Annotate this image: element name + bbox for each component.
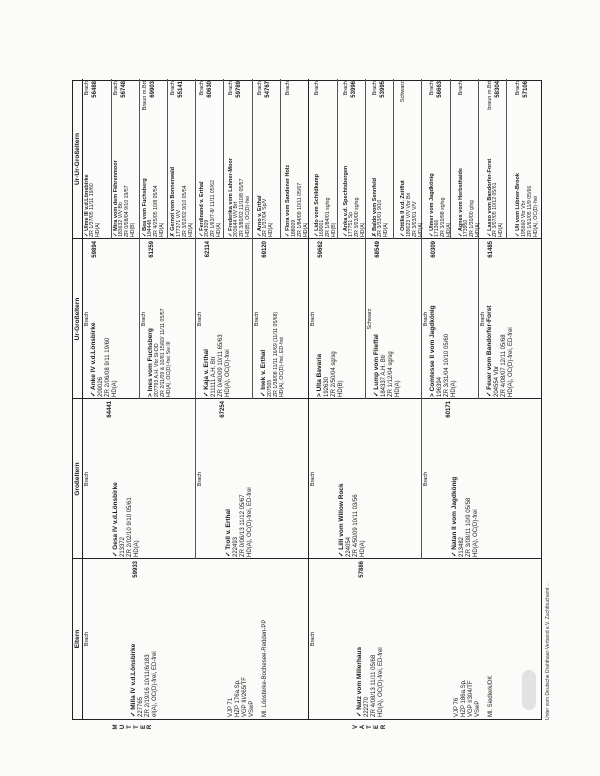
- grandparent-cell: [309, 399, 421, 559]
- grandparent-line: HD(A): [133, 540, 140, 557]
- father-bottom-line: Ml. Siedlerk/DK: [488, 675, 495, 717]
- great-great-grandparent-line: 203644 V/V Brt: [233, 201, 240, 237]
- great-grandparent-line: HD(A), OC(D)-frei, ED-frei: [278, 336, 285, 397]
- grandparent-name: ✓ Troll v. Erthal: [225, 509, 233, 557]
- father-number: 57886: [359, 561, 365, 578]
- great-grandparent-cell: [83, 239, 139, 399]
- vater-label: [353, 721, 387, 733]
- great-great-grandparent-number: 69903: [149, 81, 156, 98]
- great-grandparent-number: 61485: [488, 241, 494, 258]
- great-great-grandparent-color: Brach: [285, 81, 292, 96]
- great-great-grandparent-name: ✓ Agnes vom Herbsthaide: [457, 168, 464, 237]
- great-grandparent-cell: [422, 239, 478, 399]
- side-letter: U: [119, 724, 126, 730]
- father-line: 222270: [363, 696, 370, 717]
- father-name: ✓ Natz vom Millerhaus: [356, 646, 364, 717]
- great-great-grandparent-number: 56488: [92, 81, 98, 98]
- great-great-grandparent-number: 53996: [350, 81, 357, 98]
- great-grandparent-color: Brach: [310, 311, 316, 327]
- great-great-grandparent-line: 177751 Sp: [348, 211, 355, 237]
- father-line: ZR 4/08/13 11/11 05/68: [370, 654, 377, 717]
- grandparent-number: 64441: [107, 401, 113, 418]
- great-great-grandparent-line: 183632 V/V Bb: [118, 202, 125, 237]
- grandparent-color: Brach: [197, 471, 203, 487]
- great-great-grandparent-line: ZR 1/84/09 10/11 05/67: [296, 182, 303, 237]
- great-great-grandparent-cell: [83, 79, 112, 239]
- great-great-grandparent-color: Brach: [199, 81, 205, 96]
- great-grandparent-line: ZR 2/11/09 & 10/81 15/60/ 11/11 05/57: [159, 308, 166, 397]
- great-great-grandparent-line: ZR 1/61/05 11/9 05/66: [526, 185, 533, 237]
- great-grandparent-name: ✓ Feuer vom Bandorfer-Forst: [486, 305, 494, 397]
- mother-line: el(A), OC(D)-frei, ED-frei: [151, 651, 158, 717]
- great-great-grandparent-line: ZR 1/63/7-8/ 11/11 05/62: [210, 180, 217, 237]
- great-great-grandparent-cell: [198, 79, 227, 239]
- great-great-grandparent-cell: [227, 79, 256, 239]
- great-great-grandparent-name: ✓ Ulmer vom Jagdkönig: [429, 173, 435, 237]
- great-grandparent-line: ZR 2/06/08 9/11 19/60: [104, 337, 111, 397]
- great-great-grandparent-line: ZR 3/03/00 sg/sg: [354, 197, 361, 237]
- great-great-grandparent-line: ZR 3/02/02 9/10 05/54: [181, 185, 188, 237]
- great-grandparent-line: 207505: [266, 379, 273, 397]
- great-great-grandparent-line: HD(A): [417, 222, 424, 237]
- great-grandparent-line: HD(B): [337, 380, 344, 397]
- great-great-grandparent-line: 195660 Vbr Vbr: [520, 200, 527, 237]
- great-grandparent-line: 209026: [97, 376, 104, 397]
- grandparent-number: 67254: [220, 401, 226, 418]
- great-great-grandparent-line: ZR 3/80/02 11/10/8 05/57: [239, 178, 246, 237]
- great-great-grandparent-name: ✓ Lasso vom Bandorfer-Forst: [486, 158, 493, 237]
- grandparent-color: Brach: [84, 471, 90, 487]
- mother-color: Brach: [84, 631, 90, 647]
- mother-name: ✓ Milla IV v.d.Lönsbirke: [130, 643, 138, 717]
- great-grandparent-name: ✓ Kaja v. Erthal: [203, 349, 211, 397]
- footer-text: Unter vom Deutsche Drahthaar-Verband e.V. Zuchtbuchamt ...: [545, 582, 551, 720]
- great-grandparent-line: ZR 2/50/04 sg/sg: [330, 351, 337, 397]
- great-great-grandparent-number: 53995: [379, 81, 386, 98]
- great-great-grandparent-line: 171366: [434, 219, 441, 237]
- grandparent-cell: [422, 399, 543, 559]
- side-letter: R: [147, 724, 154, 730]
- great-great-grandparent-cell: [428, 79, 457, 239]
- great-grandparent-line: ZR 4/08/07 12/11 05/68: [500, 334, 507, 397]
- mother-line: ZR 2/19/16 10/11/6/183: [144, 654, 151, 717]
- great-great-grandparent-line: ZR 1/37/05 11/11 19/60: [89, 183, 96, 237]
- great-great-grandparent-color: Brach: [429, 81, 435, 96]
- great-great-grandparent-name: ✓ Ottilia II v.d. Zeitflut: [400, 180, 407, 237]
- great-grandparent-cell: [479, 239, 543, 399]
- great-great-grandparent-line: ZR 3/07/05 10/12 05/61: [491, 182, 498, 237]
- side-letter: A: [359, 724, 366, 730]
- great-great-grandparent-line: HD(A): [216, 222, 223, 237]
- great-great-grandparent-color: Brach: [112, 81, 119, 96]
- great-great-grandparent-cell: [514, 79, 543, 239]
- great-great-grandparent-color: Braun m.Brt: [141, 81, 148, 111]
- great-great-grandparent-cell: [342, 79, 371, 239]
- header-urgrosseltern: Ur-Großeltern: [73, 239, 83, 399]
- great-grandparent-line: 196394: [436, 376, 443, 397]
- great-grandparent-line: ZR 1/38/08 11/11 16/69 (11/11 05/68): [272, 311, 279, 397]
- mother-bottom-line: HZP 176a.Sp.: [235, 679, 242, 717]
- great-great-grandparent-cell: [313, 79, 342, 239]
- great-great-grandparent-number: 57106: [523, 81, 530, 98]
- father-bottom-line: VGP I/304/TF: [468, 680, 475, 717]
- great-great-grandparent-name: ✓ Lido vom Schildkamp: [314, 174, 320, 237]
- great-grandparent-name: ✓ Anke IV v.d.Lönsbirke: [90, 322, 98, 397]
- grandparent-cell: [83, 399, 195, 559]
- great-grandparent-color: Brach: [480, 311, 486, 327]
- grandparent-number: 60171: [446, 401, 452, 418]
- grandparent-name: ✓ Gesa IV v.d.Lönsbirke: [112, 482, 120, 557]
- great-grandparent-color: Brach: [141, 311, 147, 327]
- great-great-grandparent-cell: [112, 79, 141, 239]
- great-great-grandparent-line: ZR 0/08/04 9/10 19/57: [124, 185, 131, 237]
- great-great-grandparent-line: 173950: [463, 219, 470, 237]
- side-letter: M: [113, 724, 119, 730]
- great-great-grandparent-color: Brach: [84, 81, 90, 96]
- great-great-grandparent-line: HD(A): [187, 222, 194, 237]
- great-great-grandparent-number: 56748: [120, 81, 127, 98]
- grandparent-line: HD(A), OC(D)-frei, ED-frei: [246, 487, 253, 557]
- mother-number: 59933: [133, 561, 139, 578]
- great-grandparent-color: Brach: [254, 311, 260, 327]
- great-great-grandparent-cell: [169, 79, 198, 239]
- side-letter: E: [373, 725, 380, 730]
- great-great-grandparent-line: 177371 V/V: [175, 209, 182, 237]
- father-cell: [309, 559, 543, 719]
- header-ururgrosseltern: Ur-Ur-Großeltern: [73, 79, 83, 239]
- great-great-grandparent-name: ✓ Arno v. Erthal: [256, 195, 263, 237]
- great-great-grandparent-name: ✓ Ulme III v.d.Lönsbirke: [84, 174, 90, 237]
- great-grandparent-name: > Comtesse II vom Jagdkönig: [429, 305, 437, 397]
- great-great-grandparent-name: ✗ Baldo vom Sennfeld: [371, 177, 378, 237]
- great-great-grandparent-number: 58304: [494, 81, 501, 98]
- handwritten-mark: [522, 670, 536, 710]
- great-grandparent-number: 60309: [431, 241, 437, 258]
- grandparent-line: 224054: [345, 536, 352, 557]
- great-great-grandparent-number: 55141: [178, 81, 185, 98]
- great-great-grandparent-color: Brach: [515, 81, 522, 96]
- great-great-grandparent-name: ✓ Anka v.d. Spechtsbergen: [342, 165, 349, 237]
- great-great-grandparent-name: ✗ Gernot vom Bonnerwald: [170, 166, 177, 237]
- great-grandparent-color: Brach: [423, 311, 429, 327]
- grandparent-cell: [196, 399, 308, 559]
- great-great-grandparent-line: ZR 1/84/01 sg/sg: [325, 197, 332, 237]
- great-great-grandparent-line: HD(B): [130, 222, 136, 237]
- grandparent-line: ZR 0/06/13 11/12 05/67: [239, 494, 246, 557]
- great-grandparent-line: HD(A), OC(D)-frei Sw III: [165, 341, 172, 397]
- great-great-grandparent-number: 60630: [207, 81, 213, 98]
- great-grandparent-number: 59894: [92, 241, 98, 258]
- pedigree-table: [72, 80, 542, 730]
- grandparent-line: 213482: [458, 536, 465, 557]
- great-great-grandparent-name: ✓ Flora vom Sandener Holz: [285, 164, 292, 237]
- great-great-grandparent-line: HD(A): [446, 222, 453, 237]
- great-great-grandparent-cell: [284, 79, 313, 239]
- great-grandparent-line: 192630: [323, 376, 330, 397]
- great-grandparent-line: ZR 1/12/04 sg/sg: [387, 351, 394, 397]
- mutter-label: [113, 721, 154, 733]
- side-letter: E: [140, 725, 147, 730]
- great-grandparent-line: HD(A), OC(D)-frei: [224, 349, 231, 397]
- great-great-grandparent-color: Brach: [256, 81, 263, 96]
- father-color: Brach: [310, 631, 316, 647]
- grandparent-color: Brach: [310, 471, 316, 487]
- great-grandparent-number: 69120: [262, 241, 268, 258]
- great-great-grandparent-name: ✓ Frederika vom Lahner-Moor: [227, 158, 234, 237]
- great-great-grandparent-cell: [141, 79, 170, 239]
- father-bottom-line: VJP 76: [454, 697, 461, 717]
- great-great-grandparent-line: 204309: [204, 219, 211, 237]
- mother-bottom-line: VGP III/265/TF: [242, 677, 249, 717]
- great-grandparent-line: 184337 A.H. Btr: [380, 354, 387, 397]
- side-letter: T: [133, 725, 140, 729]
- great-great-grandparent-cell: [486, 79, 515, 239]
- great-great-grandparent-line: HD(A): [158, 222, 165, 237]
- great-great-grandparent-color: Schwarz: [400, 81, 407, 103]
- great-grandparent-line: HD(A): [450, 380, 457, 397]
- great-grandparent-color: Brach: [197, 311, 203, 327]
- grandparent-line: 213372: [119, 536, 126, 557]
- great-great-grandparent-line: ZR 4/25/05 10/8 05/54: [152, 185, 159, 237]
- great-grandparent-name: ✓ Inek v. Erthal: [260, 349, 268, 397]
- great-grandparent-number: 62114: [205, 241, 211, 258]
- grandparent-name: ✓ Lilli vom Willow Rock: [338, 483, 346, 557]
- grandparent-line: ZR 3/08/11 10/9 05/58: [465, 497, 472, 557]
- side-letter: R: [380, 724, 387, 730]
- great-great-grandparent-name: ✓ Uli vom Lübner-Brook: [515, 173, 522, 237]
- mother-bottom-line: Ml. Lönsbirke-Bochesee-Redden-PP: [262, 619, 269, 717]
- father-bottom-line: VSwP: [475, 700, 482, 717]
- header-eltern: Eltern: [73, 559, 83, 719]
- great-grandparent-cell: [366, 239, 421, 399]
- side-letter: V: [353, 725, 359, 730]
- mother-bottom-line: VSwP: [249, 700, 256, 717]
- great-great-grandparent-color: Brach: [314, 81, 320, 96]
- great-great-grandparent-line: ZR 3/10/98 sg/sg: [440, 197, 447, 237]
- grandparent-line: HD(A): [359, 540, 366, 557]
- great-grandparent-name: > Ulta Bavaria: [316, 353, 324, 397]
- great-great-grandparent-name: ✓ Ferdinand v. Erthal: [199, 181, 205, 237]
- great-grandparent-line: HD(A), OC(D)-frei, ED-frei: [507, 327, 514, 397]
- side-letter: T: [366, 725, 373, 729]
- great-great-grandparent-line: HD(A), OC(D)-frei: [532, 195, 539, 237]
- great-great-grandparent-color: braun m.Brt: [486, 81, 493, 110]
- father-bottom-line: HZP 186a.Sp.: [461, 679, 468, 717]
- great-great-grandparent-name: ✓ Bea vom Fuchsberg: [141, 178, 148, 237]
- great-great-grandparent-cell: [457, 79, 486, 239]
- grandparent-line: HD(A), OC(D)-frei: [472, 509, 479, 557]
- great-great-grandparent-line: HD(A): [475, 222, 481, 237]
- great-great-grandparent-line: 188009: [290, 219, 297, 237]
- grandparent-line: ZR 4/50/09 10/11 03/56: [352, 494, 359, 557]
- great-great-grandparent-line: 189023 V/V Vbr Bri: [405, 192, 412, 237]
- great-great-grandparent-color: Brach: [371, 81, 378, 96]
- great-grandparent-line: HD(A): [111, 380, 118, 397]
- great-great-grandparent-line: ZR 3/33/01 9/10: [376, 199, 383, 237]
- great-grandparent-line: ZR 3/31/04 10/10 05/60: [443, 333, 450, 397]
- great-great-grandparent-line: 194448: [146, 219, 153, 237]
- grandparent-line: ZR 2/02/10 9/10 05/61: [126, 497, 133, 557]
- great-grandparent-cell: [196, 239, 252, 399]
- great-great-grandparent-cell: [371, 79, 400, 239]
- mother-line: 227765: [137, 696, 144, 717]
- grandparent-line: 222493: [232, 536, 239, 557]
- great-grandparent-color: Brach: [84, 311, 90, 327]
- great-grandparent-line: ZR 0/40/09 10/11 65/63: [217, 334, 224, 397]
- great-great-grandparent-number: 54767: [264, 81, 271, 98]
- great-great-grandparent-color: Brach: [457, 81, 464, 96]
- great-great-grandparent-cell: [256, 79, 285, 239]
- great-grandparent-line: 207793 A.H. Vbr St-DD: [153, 343, 160, 397]
- great-great-grandparent-cell: [399, 79, 428, 239]
- header-grosseltern: Großeltern: [73, 399, 83, 559]
- mother-cell: [83, 559, 308, 719]
- grandparent-color: Brach: [423, 471, 429, 487]
- great-great-grandparent-line: HD(A): [302, 222, 309, 237]
- great-grandparent-cell: [140, 239, 195, 399]
- great-great-grandparent-color: Brach: [227, 81, 234, 96]
- great-great-grandparent-line: HD(A): [382, 222, 389, 237]
- great-great-grandparent-line: HD(A): [95, 222, 102, 237]
- great-great-grandparent-name: ✓ Mira vom dem Fährenmoor: [112, 160, 119, 237]
- great-grandparent-line: HD(A): [394, 380, 401, 397]
- great-great-grandparent-line: ZR 1/37/04 Sp/V: [261, 198, 268, 237]
- great-grandparent-name: ✓ Lump vom Flieffal: [373, 334, 381, 397]
- great-great-grandparent-line: HD(A): [267, 222, 274, 237]
- great-great-grandparent-line: HD(B), OC(D)-frei: [245, 195, 251, 237]
- father-line: HD(A), OC(D)-frei, ED-frei: [377, 647, 384, 717]
- great-grandparent-number: 68549: [375, 241, 381, 258]
- great-grandparent-cell: [253, 239, 308, 399]
- side-letter: T: [126, 725, 133, 729]
- great-grandparent-number: 61259: [149, 241, 155, 258]
- great-great-grandparent-line: HD(A): [360, 222, 366, 237]
- great-great-grandparent-number: 59789: [235, 81, 242, 98]
- mother-bottom-line: VJP 71: [228, 697, 235, 717]
- great-great-grandparent-line: ZR 1/30/00 g/sg: [469, 200, 476, 237]
- great-great-grandparent-line: HD(A): [497, 222, 504, 237]
- great-great-grandparent-line: HD(B): [331, 222, 338, 237]
- great-great-grandparent-color: Brach: [342, 81, 349, 96]
- great-grandparent-line: 204554 Vbr: [493, 365, 500, 397]
- grandparent-name: ✓ Natan II vom Jagdkönig: [451, 476, 459, 557]
- great-great-grandparent-line: ZR 3/03/01 V/V: [411, 201, 418, 237]
- great-grandparent-color: Schwarz: [367, 308, 373, 330]
- great-grandparent-name: > Ines vom Fuchsberg: [147, 328, 155, 397]
- pedigree-document: [72, 80, 551, 730]
- great-great-grandparent-number: 56663: [437, 81, 443, 98]
- great-great-grandparent-line: 169001: [319, 219, 326, 237]
- great-grandparent-line: 211111 A.H. Btr: [210, 356, 217, 397]
- great-grandparent-number: 59662: [318, 241, 324, 258]
- great-great-grandparent-color: Brach: [170, 81, 177, 96]
- great-grandparent-cell: [309, 239, 365, 399]
